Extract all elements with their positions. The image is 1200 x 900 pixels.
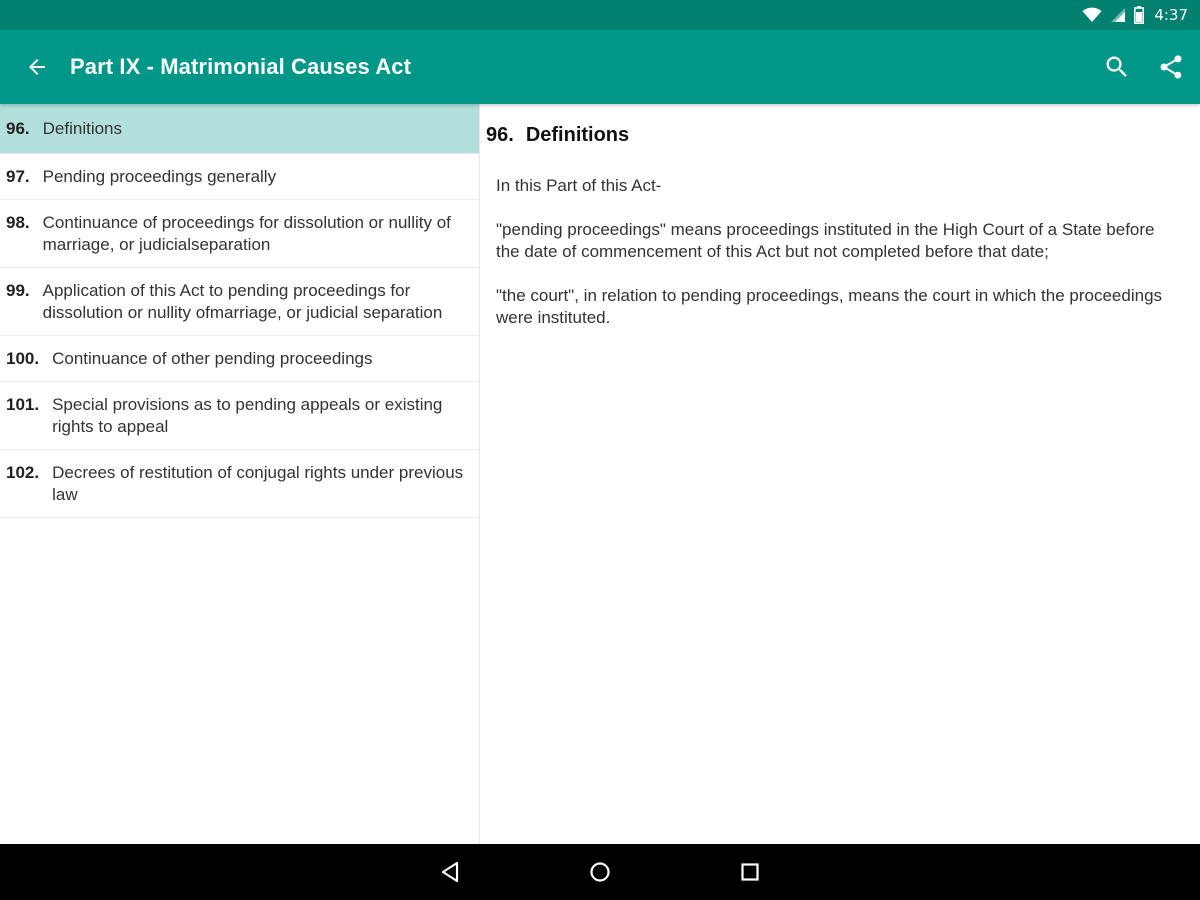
section-number: 96. xyxy=(6,119,30,138)
signal-icon xyxy=(1110,7,1126,23)
list-item-101[interactable] xyxy=(0,382,479,450)
section-list xyxy=(0,104,480,844)
nav-home-button[interactable] xyxy=(580,852,620,892)
detail-body xyxy=(486,175,1176,329)
back-nav-icon xyxy=(439,860,461,884)
share-button[interactable] xyxy=(1144,40,1198,94)
section-title: Definitions xyxy=(42,119,123,138)
search-button[interactable] xyxy=(1090,40,1144,94)
detail-paragraph: In this Part of this Act- xyxy=(496,176,662,195)
nav-recents-button[interactable] xyxy=(730,852,770,892)
detail-number: 96. xyxy=(486,124,514,146)
section-title: Application of this Act to pending proceedings for dissolution or nullity ofmarriage, or judicial separation xyxy=(42,281,443,322)
section-number: 100. xyxy=(6,349,40,368)
list-item-98[interactable] xyxy=(0,200,479,268)
section-number: 99. xyxy=(6,281,30,300)
back-arrow-icon xyxy=(25,55,49,79)
battery-icon xyxy=(1134,6,1144,24)
section-number: 102. xyxy=(6,463,40,482)
section-detail xyxy=(481,104,1200,844)
page-title: Part IX - Matrimonial Causes Act xyxy=(70,54,412,79)
navigation-bar xyxy=(0,844,1200,900)
app-bar xyxy=(0,30,1200,104)
list-item-100[interactable] xyxy=(0,336,479,382)
list-item-99[interactable] xyxy=(0,268,479,336)
detail-paragraph: "the court", in relation to pending proceedings, means the court in which the proceedings were instituted. xyxy=(496,286,1163,327)
recents-nav-icon xyxy=(739,861,761,883)
list-item-102[interactable] xyxy=(0,450,479,518)
section-title: Decrees of restitution of conjugal rights under previous law xyxy=(52,463,464,504)
home-nav-icon xyxy=(588,860,612,884)
wifi-icon xyxy=(1082,7,1102,23)
detail-heading xyxy=(486,124,1176,147)
search-icon xyxy=(1103,53,1131,81)
list-item-97[interactable] xyxy=(0,154,479,200)
status-bar xyxy=(0,0,1200,30)
section-title: Continuance of other pending proceedings xyxy=(52,349,373,368)
section-title: Special provisions as to pending appeals or existing rights to appeal xyxy=(52,395,443,436)
nav-back-button[interactable] xyxy=(430,852,470,892)
share-icon xyxy=(1157,53,1185,81)
section-number: 98. xyxy=(6,213,30,232)
section-number: 97. xyxy=(6,167,30,186)
section-title: Pending proceedings generally xyxy=(42,167,277,186)
list-item-96[interactable] xyxy=(0,104,479,154)
status-time: 4:37 xyxy=(1154,6,1188,24)
detail-title: Definitions xyxy=(525,124,630,146)
section-title: Continuance of proceedings for dissolution or nullity of marriage, or judicialseparation xyxy=(42,213,451,254)
back-button[interactable] xyxy=(10,40,64,94)
detail-paragraph: "pending proceedings" means proceedings instituted in the High Court of a State before the date of commencement of this Act but not completed before that date; xyxy=(496,220,1155,261)
section-number: 101. xyxy=(6,395,40,414)
